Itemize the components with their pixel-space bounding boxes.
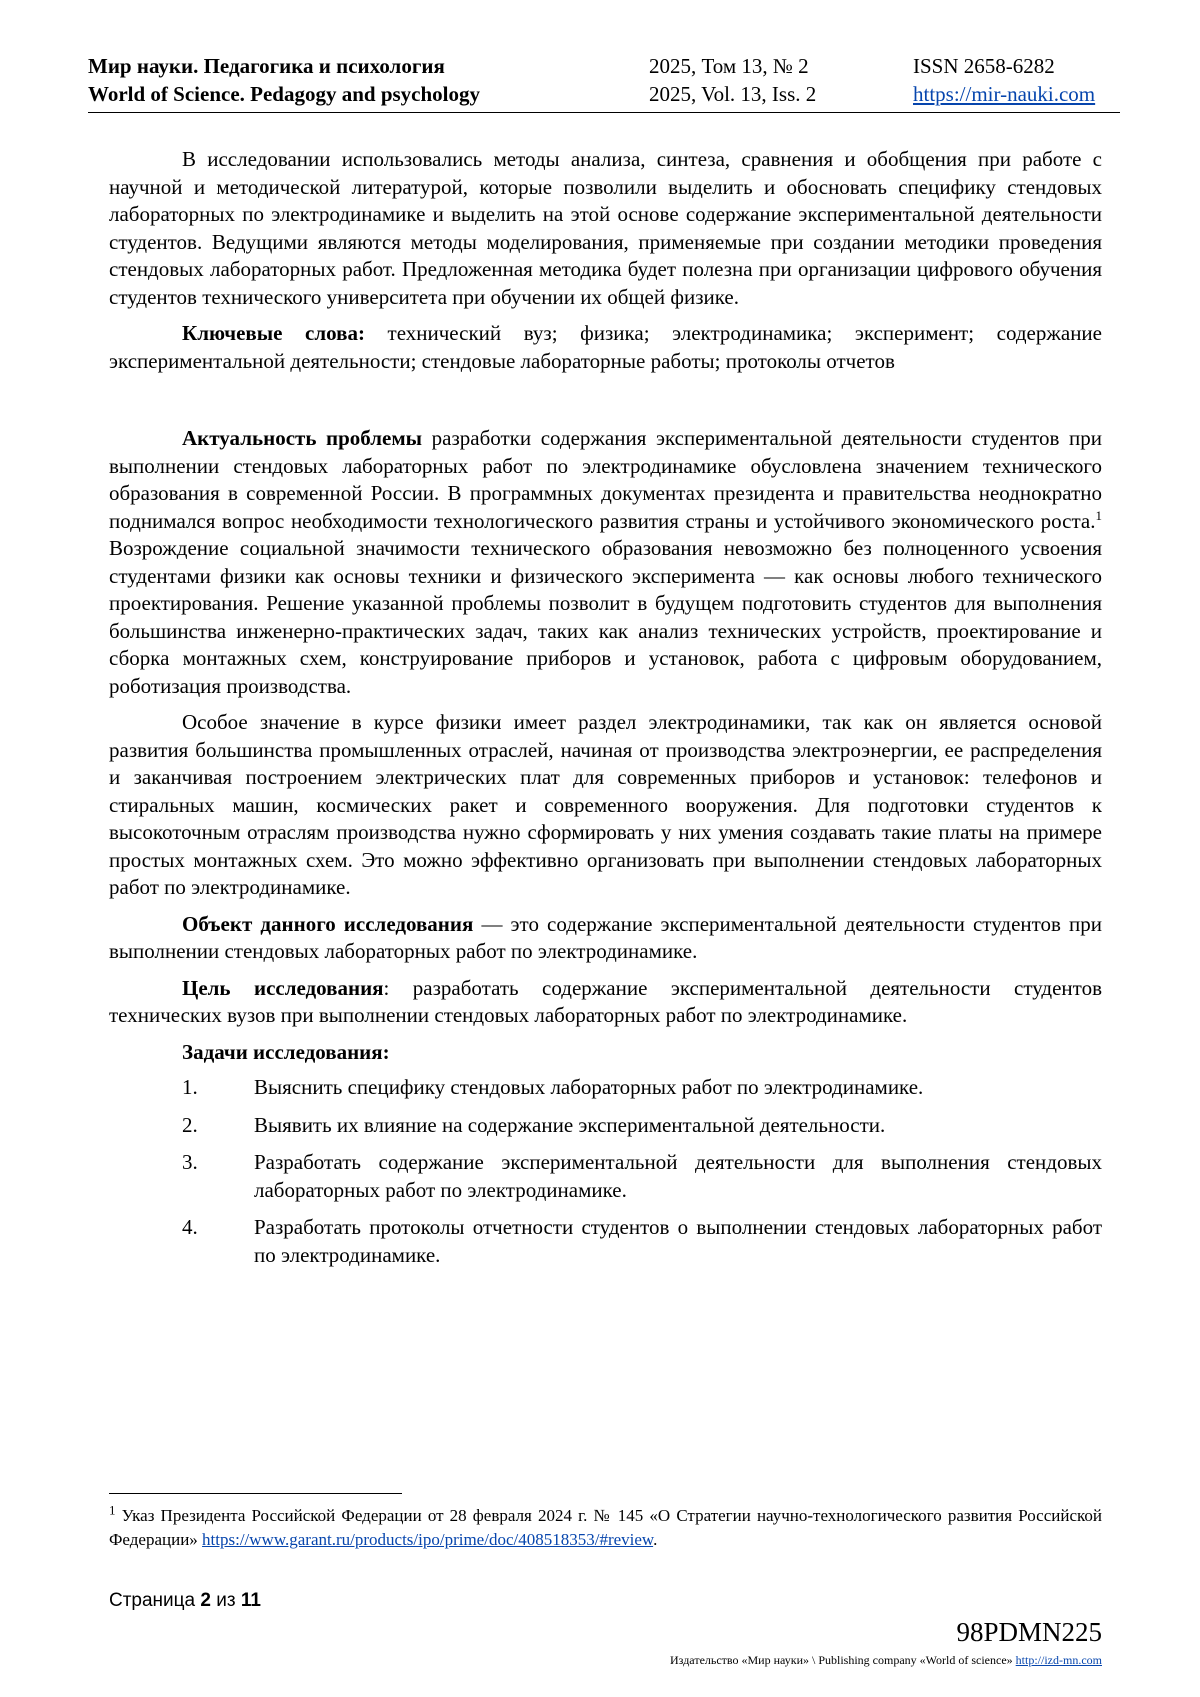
issn: ISSN 2658-6282 <box>913 54 1055 78</box>
task-number: 3. <box>182 1150 198 1174</box>
abstract-paragraph: В исследовании использовались методы анализа, синтеза, сравнения и обобщения при работе с научной и методической литературой, которые позволили выделить и обосновать специфику стендовых лабораторных по электродинамике и выделить на этой основе содержание экспериментальной деятельности студентов. Ведущими являются методы моделирования, применяемые при создании методики проведения стендовых лабораторных работ. Предложенная методика будет полезна при организации цифрового обучения студентов технического университета при обучении их общей физике. <box>109 147 1102 309</box>
footnote-link[interactable]: https://www.garant.ru/products/ipo/prime/doc/408518353/#review <box>202 1530 654 1549</box>
footnote <box>109 1504 1102 1552</box>
tasks-list <box>109 1074 1102 1269</box>
keywords-paragraph <box>109 320 1102 375</box>
journal-title-ru: Мир науки. Педагогика и психология <box>88 54 445 78</box>
relevance-text-b: Возрождение социальной значимости технического образования невозможно без полноценного усвоения студентами физики как основы техники и физического эксперимента — как основы любого технического проектирования. Решение указанной проблемы позволит в будущем подготовить студентов для выполнения большинства инженерно-практических задач, таких как анализ технических устройств, проектирование и сборка монтажных схем, конструирование приборов и установок, работа с цифровым оборудованием, роботизация производства. <box>109 536 1102 698</box>
page-prefix: Страница <box>109 1590 201 1611</box>
relevance-heading: Актуальность проблемы <box>182 426 423 450</box>
task-text: Выяснить специфику стендовых лабораторных работ по электродинамике. <box>254 1075 924 1099</box>
volume-ru: 2025, Том 13, № 2 <box>649 54 809 78</box>
object-text: — это содержание экспериментальной деятельности студентов при выполнении стендовых лабораторных работ по электродинамике. <box>109 911 1103 963</box>
journal-url-link[interactable]: https://mir-nauki.com <box>913 82 1096 106</box>
footnote-number: 1 <box>109 1502 116 1518</box>
footnote-divider <box>109 1493 402 1494</box>
relevance-text-a: разработки содержания экспериментальной деятельности студентов при выполнении стендовых лабораторных работ по электродинамике обусловлена значением технического образования в современной России. В программных документах президента и правительства неоднократно поднимался вопрос необходимости технологического развития страны и устойчивого экономического роста. <box>109 426 1102 533</box>
object-heading: Объект данного исследования <box>182 911 474 936</box>
electrodynamics-paragraph: Особое значение в курсе физики имеет раздел электродинамики, так как он является основой развития большинства промышленных отраслей, начиная от производства электроэнергии, ее распределения и заканчивая построением электрических плат для современных приборов и установок: телефонов и стиральных машин, космических ракет и современного вооружения. Для подготовки студентов к высокоточным отраслям производства нужно сформировать у них умения создавать такие платы на примере простых монтажных схем. Это можно эффективно организовать при выполнении стендовых лабораторных работ по электродинамике. <box>109 710 1102 899</box>
relevance-paragraph <box>109 425 1102 700</box>
article-code: 98PDMN225 <box>956 1617 1102 1647</box>
journal-title-en: World of Science. Pedagogy and psychology <box>88 82 481 106</box>
task-item <box>109 1214 1102 1269</box>
publisher-line <box>670 1653 1102 1668</box>
task-item <box>109 1149 1102 1204</box>
publisher-link[interactable]: http://izd-mn.com <box>1015 1653 1102 1667</box>
footnote-ref[interactable]: 1 <box>1095 507 1102 523</box>
page-mid: из <box>210 1590 241 1611</box>
goal-paragraph <box>109 975 1102 1030</box>
task-text: Разработать протоколы отчетности студентов о выполнении стендовых лабораторных работ по электродинамике. <box>254 1215 1102 1267</box>
keywords-label: Ключевые слова: <box>182 321 365 345</box>
goal-heading: Цель исследования <box>182 975 384 1000</box>
task-text: Выявить их влияние на содержание экспериментальной деятельности. <box>254 1112 886 1137</box>
keywords-text: технический вуз; физика; электродинамика; эксперимент; содержание экспериментальной деятельности; стендовые лабораторные работы; протоколы отчетов <box>109 321 1102 373</box>
footnote-text: Указ Президента Российской Федерации от 28 февраля 2024 г. № 145 «О Стратегии научно-технологического развития Российской Федерации» <box>109 1506 1102 1549</box>
task-number: 2. <box>182 1112 198 1137</box>
volume-en: 2025, Vol. 13, Iss. 2 <box>649 82 817 106</box>
goal-text: : разработать содержание экспериментальной деятельности студентов технических вузов при выполнении стендовых лабораторных работ по электродинамике. <box>109 975 1102 1027</box>
task-number: 1. <box>182 1075 198 1099</box>
page-total: 11 <box>240 1590 261 1611</box>
task-number: 4. <box>182 1215 198 1239</box>
task-item <box>109 1112 1102 1140</box>
footnote-end: . <box>653 1530 658 1549</box>
page-counter <box>109 1590 261 1612</box>
article-body <box>109 146 1102 1279</box>
object-paragraph <box>109 911 1102 966</box>
task-item <box>109 1074 1102 1102</box>
header-row-en <box>88 80 1120 108</box>
header-row-ru <box>88 52 1120 80</box>
page-current: 2 <box>200 1590 211 1611</box>
journal-header <box>88 52 1120 113</box>
task-text: Разработать содержание экспериментальной деятельности для выполнения стендовых лабораторных работ по электродинамике. <box>254 1150 1102 1202</box>
publisher-text: Издательство «Мир науки» \ Publishing company «World of science» <box>670 1653 1016 1667</box>
tasks-heading: Задачи исследования: <box>182 1039 390 1064</box>
